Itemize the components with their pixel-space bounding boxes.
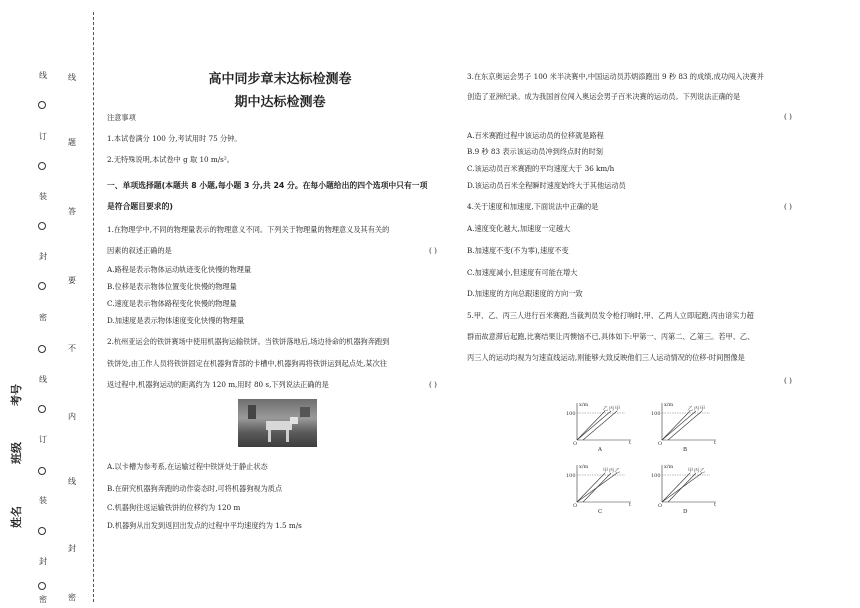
q2-option: B.在研究机器狗奔跑的动作姿态时,可将机器狗视为质点 [107, 484, 283, 493]
circle-icon [38, 282, 46, 290]
x-axis-label: t [629, 440, 632, 445]
margin-char: 线 [39, 71, 47, 80]
y-axis-label: x/m [664, 402, 674, 408]
margin-char: 线 [68, 477, 76, 486]
curve-label: 甲 [700, 406, 706, 412]
circle-icon [38, 345, 46, 353]
margin-char: 封 [39, 557, 47, 566]
curve-label: 乙 [700, 468, 706, 474]
xt-graph-d [650, 462, 720, 507]
margin-char: 密 [68, 593, 76, 602]
margin-char: 订 [39, 435, 47, 444]
runner-line [577, 411, 605, 440]
q4-option: A.速度变化越大,加速度一定越大 [467, 224, 571, 233]
q5-stem: 丙三人的运动均视为匀速直线运动,则能够大致反映他们三人运动情况的位移-时间图像是 [467, 353, 745, 362]
circle-icon [38, 467, 46, 475]
y-tick-label: 100 [651, 473, 661, 479]
xt-graph-b [650, 400, 720, 445]
origin-label: O [573, 503, 578, 507]
curve-label: 甲 [603, 468, 609, 474]
runner-line [668, 411, 702, 440]
q1-option: B.位移是表示物体位置变化快慢的物理量 [107, 282, 237, 291]
xt-graph-c [565, 462, 635, 507]
origin-label: O [658, 503, 663, 507]
curve-label: 乙 [688, 406, 694, 412]
circle-icon [38, 527, 46, 535]
x-axis-label: t [629, 502, 632, 507]
origin-label: O [658, 441, 663, 445]
robot-dog-photo [238, 399, 317, 447]
answer-blank: ( ) [429, 380, 437, 389]
margin-char: 装 [39, 192, 47, 201]
answer-blank: ( ) [784, 202, 792, 211]
answer-blank: ( ) [784, 376, 792, 385]
curve-label: 甲 [615, 406, 621, 412]
q1-option: D.加速度是表示物体速度变化快慢的物理量 [107, 316, 245, 325]
graph-option-letter: D [683, 509, 688, 515]
runner-line [662, 411, 690, 440]
page-subtitle: 期中达标检测卷 [234, 95, 326, 110]
curve-label: 丙 [609, 406, 615, 412]
y-axis-label: x/m [664, 464, 674, 470]
curve-label: 甲 [688, 468, 694, 474]
q2-option: C.机器狗往返运输铁饼的位移约为 120 m [107, 503, 241, 512]
q1-stem: 因素的叙述正确的是 [107, 246, 172, 255]
q4-option: D.加速度的方向总跟速度的方向一致 [467, 289, 583, 298]
margin-char: 内 [68, 412, 76, 421]
margin-char: 封 [68, 544, 76, 553]
q4-option: C.加速度减小,但速度有可能在增大 [467, 268, 578, 277]
margin-char: 线 [39, 375, 47, 384]
margin-char: 密 [39, 313, 47, 322]
y-tick-label: 100 [651, 411, 661, 417]
margin-char: 要 [68, 276, 76, 285]
y-axis-label: x/m [579, 402, 589, 408]
q3-stem: 创造了亚洲纪录。成为我国首位闯入奥运会男子百米决赛的运动员。下列说法正确的是 [467, 92, 741, 101]
q3-option: D.该运动员百米全程瞬时速度始终大于其他运动员 [467, 181, 626, 190]
q2-option: A.以卡槽为参考系,在运输过程中铁饼处于静止状态 [107, 462, 268, 471]
answer-blank: ( ) [429, 246, 437, 255]
section-heading: 是符合题目要求的) [107, 202, 173, 211]
q1-stem: 1.在物理学中,不同的物理量表示的物理意义不同。下列关于物理量的物理意义及其有关的 [107, 225, 390, 234]
graph-option-letter: B [683, 447, 688, 453]
q2-stem: 2.杭州亚运会的铁饼赛场中使用机器狗运输铁饼。当铁饼落地后,场边待命的机器狗奔跑到 [107, 337, 390, 346]
section-heading: 一、单项选择题(本题共 8 小题,每小题 3 分,共 24 分。在每小题给出的四个选项中只有一项 [107, 181, 428, 190]
name-label: 姓名 [10, 506, 23, 528]
q3-option: B.9 秒 83 表示该运动员冲到终点时的时刻 [467, 147, 603, 156]
answer-blank: ( ) [784, 112, 792, 121]
curve-label: 丙 [609, 468, 615, 474]
notes-heading: 注意事项 [107, 113, 136, 122]
circle-icon [38, 162, 46, 170]
q2-stem: 铁饼处,由工作人员将铁饼固定在机器狗背部的卡槽中,机器狗再将铁饼运到起点处,某次往 [107, 359, 387, 368]
q3-option: A.百米赛跑过程中该运动员的位移就是路程 [467, 131, 604, 140]
y-axis-label: x/m [579, 464, 589, 470]
q4-stem: 4.关于速度和加速度,下面说法中正确的是 [467, 202, 599, 211]
margin-char: 线 [68, 73, 76, 82]
runner-line [662, 473, 690, 502]
q5-stem: 5.甲、乙、丙三人进行百米赛跑,当裁判员发令枪打响时,甲、乙两人立即起跑,丙由谙实力超 [467, 311, 754, 320]
x-axis-label: t [714, 440, 717, 445]
q2-option: D.机器狗从出发到返回出发点的过程中平均速度约为 1.5 m/s [107, 521, 302, 530]
margin-char: 不 [68, 344, 76, 353]
graph-option-letter: C [598, 509, 603, 515]
curve-label: 丙 [694, 406, 700, 412]
runner-line [577, 411, 611, 440]
q4-option: B.加速度不变(不为零),速度不变 [467, 246, 569, 255]
origin-label: O [573, 441, 578, 445]
margin-char: 密 [39, 595, 47, 604]
q1-option: C.速度是表示物体路程变化快慢的物理量 [107, 299, 237, 308]
y-tick-label: 100 [566, 473, 576, 479]
circle-icon [38, 405, 46, 413]
page-title: 高中同步章末达标检测卷 [208, 72, 352, 87]
q2-stem: 返过程中,机器狗运动的距离约为 120 m,用时 80 s,下列说法正确的是 [107, 380, 329, 389]
robot-dog-icon [238, 399, 317, 447]
margin-char: 题 [68, 138, 76, 147]
margin-char: 装 [39, 496, 47, 505]
xt-graph-a [565, 400, 635, 445]
curve-label: 乙 [615, 468, 621, 474]
runner-line [577, 473, 617, 502]
y-tick-label: 100 [566, 411, 576, 417]
runner-line [662, 473, 702, 502]
runner-line [583, 411, 617, 440]
margin-char: 答 [68, 207, 76, 216]
graph-option-letter: A [598, 447, 602, 453]
q1-option: A.路程是表示物体运动轨迹变化快慢的物理量 [107, 265, 252, 274]
note-item: 1.本试卷满分 100 分,考试用时 75 分钟。 [107, 134, 242, 143]
circle-icon [38, 101, 46, 109]
runner-line [662, 411, 696, 440]
q3-option: C.该运动员百米赛跑的平均速度大于 36 km/h [467, 164, 615, 173]
note-item: 2.无特殊说明,本试卷中 g 取 10 m/s²。 [107, 155, 234, 164]
curve-label: 丙 [694, 468, 700, 474]
curve-label: 乙 [603, 406, 609, 412]
margin-char: 封 [39, 252, 47, 261]
circle-icon [38, 222, 46, 230]
margin-char: 订 [39, 132, 47, 141]
q5-stem: 群而故意滞后起跑,比赛结果让丙懊恼不已,具体如下:甲第一、丙第二、乙第三。若甲、乙、 [467, 332, 755, 341]
number-label: 考号 [10, 384, 23, 406]
x-axis-label: t [714, 502, 717, 507]
binding-line [93, 12, 94, 602]
circle-icon [38, 582, 46, 590]
runner-line [577, 473, 605, 502]
class-label: 班级 [10, 442, 23, 464]
q3-stem: 3.在东京奥运会男子 100 米半决赛中,中国运动员苏炳添跑出 9 秒 83 的成绩,成功闯入决赛并 [467, 72, 764, 81]
